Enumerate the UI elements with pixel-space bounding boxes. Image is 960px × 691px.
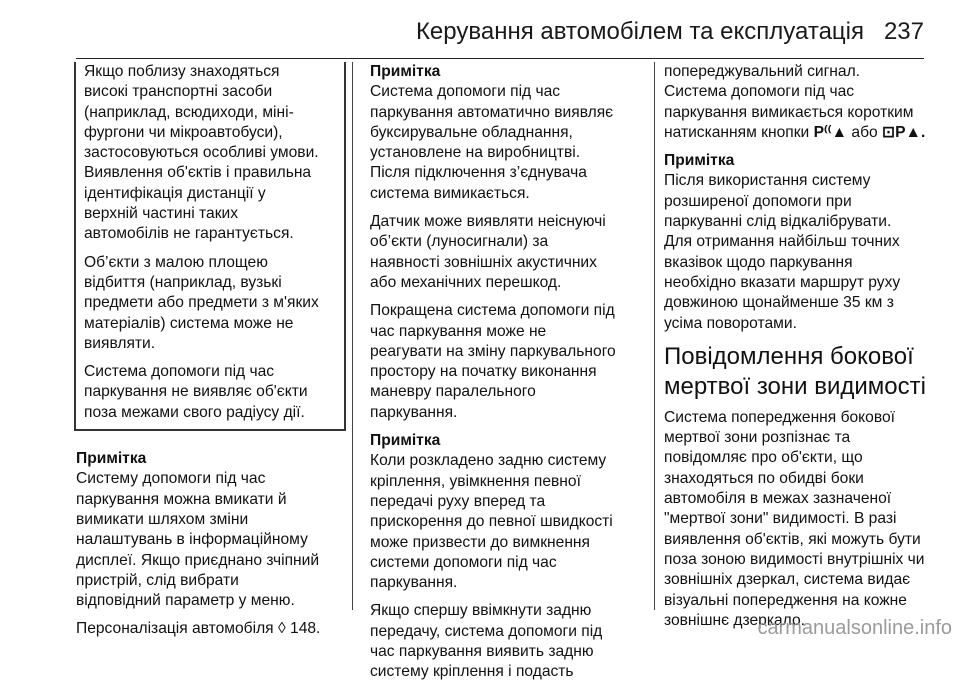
text-line: "мертвої зони" видимості. В разі (664, 510, 897, 528)
header-title: Керування автомобілем та експлуатація (415, 18, 864, 45)
text-line: або механічних перешкод. (370, 273, 562, 291)
text-line: паркування можна вмикати й (76, 490, 287, 508)
text-line: система вимикається. (370, 184, 530, 202)
text-line: Після використання систему (664, 172, 871, 190)
note-title-1: Примітка (370, 63, 441, 80)
text-line: пристрій, слід вибрати (76, 571, 239, 589)
text-line: виявлення об'єктів, які можуть бути (664, 530, 921, 548)
text-line: системи допомоги під час (370, 553, 557, 571)
text-line: передачі руху вперед та (370, 492, 546, 510)
watermark: carmanualsonline.info (757, 617, 952, 639)
text-line: дисплеї. Якщо приєднано зчіпний (76, 551, 320, 569)
note-text-1 (370, 82, 640, 204)
text-line: буксирувальне обладнання, (370, 123, 573, 141)
text-line: час паркування виявить задню (370, 643, 594, 661)
text-line: матеріалів) система може не (84, 314, 294, 332)
text-line: Покращена система допомоги під (370, 302, 615, 320)
button-instruction-line (664, 123, 926, 143)
text-line: предмети або предмети з м'яких (84, 294, 319, 312)
text-line: Система допомоги під час (370, 83, 561, 101)
text-line: верхній частині таких (84, 205, 239, 223)
text-line: може призвести до вимкнення (370, 533, 590, 551)
text-line: поза зоною видимості внутрішніх чи (664, 550, 925, 568)
note-title: Примітка (76, 450, 147, 468)
section-title (664, 342, 926, 402)
paragraph-enhanced (370, 301, 640, 423)
text-line: Система допомоги під час (664, 83, 855, 101)
warning-box (74, 62, 346, 431)
text-line: довжиною щонайменше 35 км з (664, 294, 894, 312)
text-line: передачу, система допомоги під (370, 622, 603, 640)
text-line: Якщо спершу ввімкнути задню (370, 602, 592, 620)
continued-lines (664, 62, 926, 123)
note-text-2 (370, 451, 640, 593)
text-line: час паркування може не (370, 322, 547, 340)
advanced-park-assist-button-icon: ⊡P▲. (882, 123, 926, 141)
header-rule (76, 58, 924, 59)
column-divider-2 (654, 62, 655, 610)
text-line: маневру паралельного (370, 383, 536, 401)
note-text (664, 171, 926, 333)
text-line: Коли розкладено задню систему (370, 452, 607, 470)
note-text (76, 469, 344, 611)
text-line: автомобіля в межах зазначеної (664, 490, 892, 508)
page-reference-arrow-icon: ◊ (277, 620, 286, 638)
paragraph-reverse (370, 601, 640, 682)
text-line: паркування не виявляє об'єкти (84, 383, 308, 401)
text-line: Систему допомоги під час (76, 470, 266, 488)
page-header (0, 0, 960, 58)
text-line: простору на початку виконання (370, 363, 597, 381)
text-line: відбиття (наприклад, вузькі (84, 273, 282, 291)
text-line: фургони чи мікроавтобуси), (84, 123, 283, 141)
text-line: поза межами свого радіусу дії. (84, 403, 305, 421)
text-line: Система попередження бокової (664, 408, 895, 426)
text-line: паркування автоматично виявляє (370, 103, 614, 121)
text-line: виявляти. (84, 334, 156, 352)
reference-page: 148. (290, 620, 321, 638)
text-line: зовнішнє дзеркало. (664, 611, 805, 629)
column-1 (76, 62, 344, 648)
text-line: наявності зовнішніх акустичних (370, 253, 597, 271)
warning-paragraph-3 (84, 362, 336, 423)
text-line: знаходяться по обидві боки (664, 469, 864, 487)
text-line: систему кріплення і подасть (370, 663, 574, 681)
text-line: ідентифікація дистанції у (84, 184, 266, 202)
button-instruction-text: натисканням кнопки (664, 123, 810, 141)
or-word: або (851, 123, 878, 141)
note-title: Примітка (664, 152, 735, 170)
text-line: паркування. (370, 403, 458, 421)
text-line: Після підключення з’єднувача (370, 164, 587, 182)
text-line: реагувати на зміну паркувального (370, 342, 616, 360)
text-line: зовнішніх дзеркал, система видає (664, 571, 911, 589)
text-line: розширеної допомоги при (664, 192, 852, 210)
column-2 (370, 62, 640, 691)
text-line: відповідний параметр у меню. (76, 592, 295, 610)
text-line: Об’єкти з малою площею (84, 253, 268, 271)
text-line: візуальні попередження на кожне (664, 591, 907, 609)
text-line: паркування вимикається коротким (664, 103, 914, 121)
text-line: Система допомоги під час (84, 363, 275, 381)
paragraph-continued (664, 62, 926, 143)
text-line: попереджувальний сигнал. (664, 63, 861, 80)
warning-paragraph-1 (84, 62, 336, 245)
text-line: автомобілів не гарантується. (84, 225, 294, 243)
cross-reference[interactable] (76, 619, 344, 639)
text-line: високі транспортні засоби (84, 83, 273, 101)
text-line: кріплення, увімкнення певної (370, 472, 581, 490)
column-3 (664, 62, 926, 639)
text-line: застосовуються особливі умови. (84, 144, 319, 162)
column-divider-1 (352, 62, 353, 610)
text-line: повідомляє про об'єкти, що (664, 449, 863, 467)
text-line: (наприклад, всюдиходи, міні- (84, 103, 294, 121)
warning-paragraph-2 (84, 253, 336, 354)
text-line: Якщо поблизу знаходяться (84, 63, 280, 80)
text-line: Повідомлення бокової (664, 342, 914, 370)
text-line: мертвої зони видимості (664, 372, 926, 400)
text-line: Для отримання найбільш точних (664, 233, 900, 251)
text-line: вимикати шляхом зміни (76, 510, 249, 528)
park-assist-button-icon: P⁽⁽▲ (813, 123, 848, 141)
text-line: необхідно вказати маршрут руху (664, 273, 901, 291)
text-line: об’єкти (луносигнали) за (370, 233, 549, 251)
paragraph-sensor (370, 212, 640, 293)
section-body (664, 408, 926, 631)
text-line: установлене на виробництві. (370, 144, 581, 162)
text-line: усіма поворотами. (664, 314, 797, 332)
reference-text: Персоналізація автомобіля (76, 620, 274, 638)
note-title-2: Примітка (370, 432, 441, 450)
text-line: Виявлення об'єктів і правильна (84, 164, 312, 182)
text-line: прискорення до певної швидкості (370, 513, 613, 531)
text-line: мертвої зони розпізнає та (664, 429, 851, 447)
page-number: 237 (883, 18, 924, 45)
text-line: паркуванні слід відкалібрувати. (664, 213, 892, 231)
text-line: вказівок щодо паркування (664, 253, 853, 271)
text-line: Датчик може виявляти неіснуючі (370, 213, 606, 231)
text-line: паркування. (370, 574, 458, 592)
text-line: налаштувань в інформаційному (76, 531, 308, 549)
